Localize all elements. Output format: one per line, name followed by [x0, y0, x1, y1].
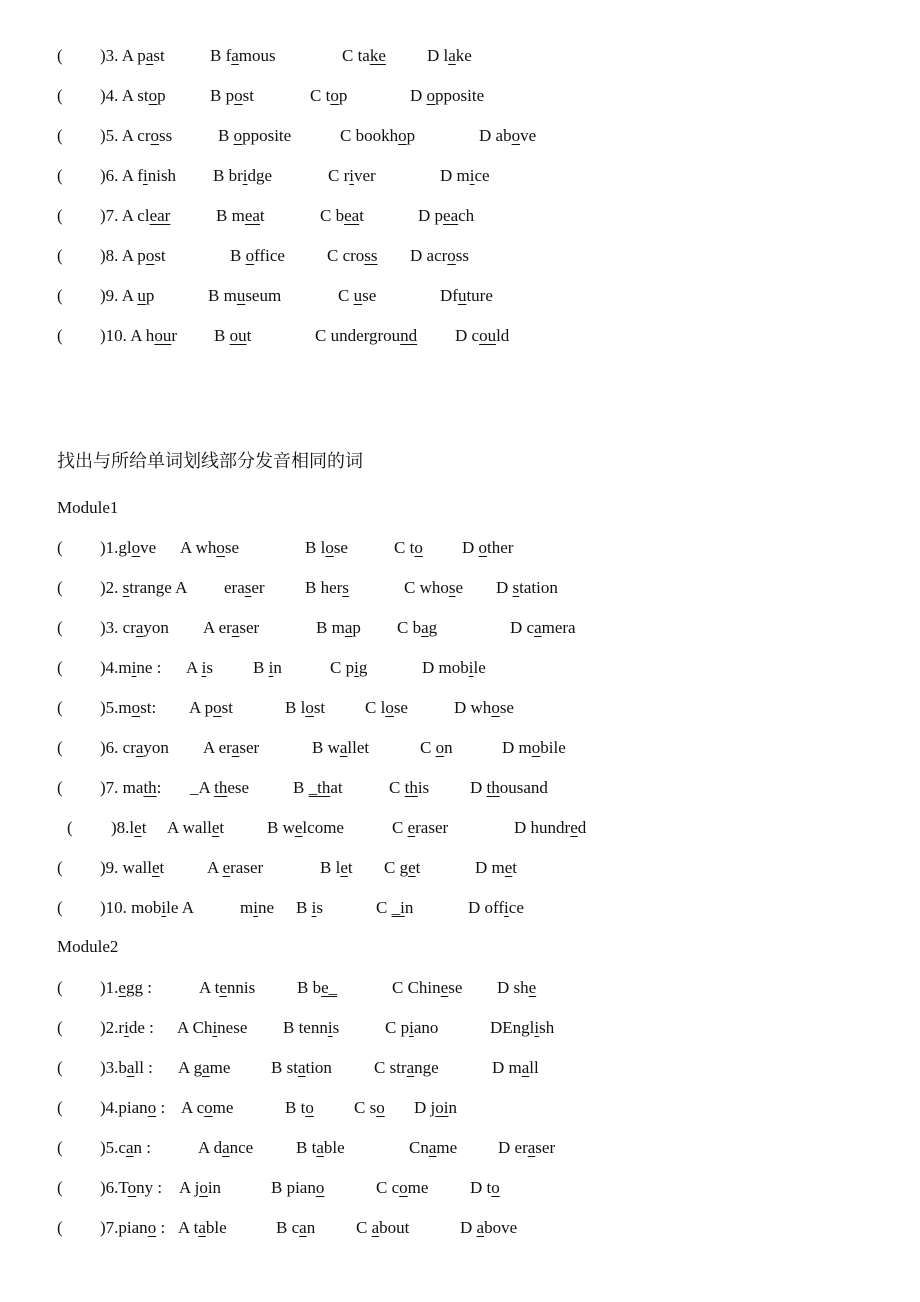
underlined-part: o	[385, 698, 394, 717]
answer-bracket: (	[57, 286, 63, 305]
underlined-part: e	[408, 858, 416, 877]
underlined-part: s	[448, 578, 456, 597]
underlined-part: a	[371, 1218, 380, 1237]
option-1: A is	[186, 658, 213, 677]
option-0: )7. A clear	[100, 206, 171, 225]
option-2: C bookhop	[340, 126, 416, 145]
underlined-part: o	[531, 738, 541, 757]
option-2: B to	[285, 1098, 314, 1117]
option-4: D hundred	[514, 818, 587, 837]
underlined-part: i	[253, 898, 258, 917]
underlined-part: o	[398, 126, 407, 145]
underlined-part: i	[311, 898, 317, 917]
underlined-part: o	[245, 246, 255, 265]
given-word: )4.piano :	[100, 1098, 166, 1117]
option-2: B welcome	[267, 818, 344, 837]
underlined-part: i	[212, 1018, 218, 1037]
option-2: B in	[253, 658, 282, 677]
underlined-part: o	[213, 698, 222, 717]
underlined-part: o	[491, 698, 500, 717]
option-2: B wallet	[312, 738, 370, 757]
option-3: D above	[479, 126, 537, 145]
underlined-part: o	[435, 738, 445, 757]
underlined-part: o	[315, 1178, 325, 1197]
option-2: C cross	[327, 246, 378, 265]
underlined-part: i	[469, 166, 475, 185]
option-2: C beat	[320, 206, 364, 225]
option-4: D eraser	[498, 1138, 556, 1157]
option-4: D thousand	[470, 778, 548, 797]
option-4: D met	[475, 858, 518, 877]
option-1: A join	[179, 1178, 222, 1197]
answer-bracket: (	[57, 1138, 63, 1157]
underlined-part: th	[214, 778, 228, 797]
underlined-part: s	[122, 578, 130, 597]
option-3: Dfuture	[440, 286, 493, 305]
option-3: C get	[384, 858, 421, 877]
underlined-part: o	[234, 86, 243, 105]
underlined-part: s	[342, 578, 349, 597]
option-2: B hers	[305, 578, 349, 597]
underlined-part: th	[404, 778, 418, 797]
underlined-part: o	[325, 538, 334, 557]
underlined-part: e	[570, 818, 578, 837]
underlined-part: ss	[364, 246, 378, 265]
given-word: )9. wallet	[100, 858, 165, 877]
answer-bracket: (	[57, 658, 63, 677]
option-3: D peach	[418, 206, 475, 225]
underlined-part: th	[143, 778, 157, 797]
underlined-part: th	[486, 778, 500, 797]
underlined-part: o	[305, 698, 314, 717]
given-word: )2.ride :	[100, 1018, 154, 1037]
option-3: C come	[376, 1178, 429, 1197]
option-2: B station	[271, 1058, 332, 1077]
option-3: C about	[356, 1218, 410, 1237]
option-1: eraser	[224, 578, 265, 597]
option-3: D across	[410, 246, 470, 265]
option-1: A whose	[180, 538, 240, 557]
underlined-part: ou	[229, 326, 247, 345]
option-3: C lose	[365, 698, 408, 717]
underlined-part: a	[222, 1138, 230, 1157]
underlined-part: oi	[435, 1098, 449, 1117]
given-word: )1.egg :	[100, 978, 152, 997]
underlined-part: a	[406, 1058, 415, 1077]
option-3: D mice	[440, 166, 490, 185]
option-2: B lose	[305, 538, 348, 557]
option-1: B meat	[216, 206, 265, 225]
option-4: D mall	[492, 1058, 539, 1077]
option-3: C on	[420, 738, 453, 757]
underlined-part: e	[407, 818, 416, 837]
underlined-part: i	[242, 166, 248, 185]
answer-bracket: (	[57, 326, 63, 345]
underlined-part: e	[294, 818, 303, 837]
option-4: D mobile	[502, 738, 566, 757]
underlined-part: a	[198, 1218, 206, 1237]
underlined-part: a	[202, 1058, 210, 1077]
underlined-part: a	[476, 1218, 485, 1237]
underlined-part: u	[137, 286, 146, 305]
underlined-part: o	[330, 86, 339, 105]
option-1: B museum	[208, 286, 282, 305]
underlined-part: e	[219, 978, 227, 997]
underlined-part: a	[231, 46, 239, 65]
option-3: C to	[394, 538, 423, 557]
underlined-part: a	[527, 1138, 536, 1157]
underlined-part: e	[340, 858, 348, 877]
option-4: D join	[414, 1098, 457, 1117]
underlined-part: e	[151, 858, 160, 877]
given-word: )2. strange A	[100, 578, 188, 597]
answer-bracket: (	[57, 778, 63, 797]
option-0: )10. A hour	[100, 326, 177, 345]
underlined-part: e	[211, 818, 220, 837]
underlined-part: o	[148, 86, 158, 105]
answer-bracket: (	[57, 1058, 63, 1077]
underlined-part: o	[447, 246, 456, 265]
underlined-part: i	[142, 166, 148, 185]
option-1: A eraser	[203, 618, 260, 637]
underlined-part: a	[521, 1058, 530, 1077]
underlined-part: i	[504, 898, 509, 917]
option-1: A post	[189, 698, 233, 717]
underlined-part: nd	[400, 326, 418, 345]
option-4: D to	[470, 1178, 500, 1197]
option-3: C piano	[385, 1018, 439, 1037]
underlined-part: o	[426, 86, 436, 105]
module1-label: Module1	[57, 498, 119, 517]
option-1: B bridge	[213, 166, 273, 185]
option-3: C eraser	[392, 818, 449, 837]
underlined-part: o	[491, 1178, 500, 1197]
underlined-part: ea	[244, 206, 260, 225]
answer-bracket: (	[57, 126, 63, 145]
option-3: D could	[455, 326, 510, 345]
answer-bracket: (	[57, 978, 63, 997]
answer-bracket: (	[57, 1178, 63, 1197]
option-0: )4. A stop	[100, 86, 166, 105]
underlined-part: a	[126, 1058, 135, 1077]
given-word: )3.ball :	[100, 1058, 153, 1077]
option-2: C top	[310, 86, 348, 105]
answer-bracket: (	[57, 578, 63, 597]
underlined-part: a	[231, 738, 240, 757]
underlined-part: o	[414, 538, 423, 557]
option-3: C whose	[404, 578, 464, 597]
option-2: B piano	[271, 1178, 325, 1197]
underlined-part: ea	[443, 206, 459, 225]
given-word: )6.Tony :	[100, 1178, 163, 1197]
underlined-part: u	[236, 286, 246, 305]
answer-bracket: (	[57, 538, 63, 557]
option-2: B _that	[293, 778, 343, 797]
option-1: A tennis	[199, 978, 256, 997]
underlined-part: a	[344, 618, 353, 637]
underlined-part: o	[511, 126, 521, 145]
given-word: )7. math:	[100, 778, 162, 797]
option-2: B table	[296, 1138, 345, 1157]
option-4: D whose	[454, 698, 514, 717]
option-2: C river	[328, 166, 376, 185]
option-1: A eraser	[207, 858, 264, 877]
option-1: A dance	[198, 1138, 254, 1157]
answer-bracket: (	[57, 618, 63, 637]
underlined-part: a	[299, 1218, 307, 1237]
option-4: D she	[497, 978, 537, 997]
option-2: B lost	[285, 698, 326, 717]
underlined-part: a	[534, 618, 542, 637]
underlined-part: ea	[344, 206, 360, 225]
underlined-part: u	[353, 286, 363, 305]
option-0: )8. A post	[100, 246, 166, 265]
underlined-part: a	[135, 618, 144, 637]
answer-bracket: (	[57, 86, 63, 105]
answer-bracket: (	[57, 246, 63, 265]
option-3: C strange	[374, 1058, 439, 1077]
underlined-part: a	[339, 738, 348, 757]
option-4: D station	[496, 578, 558, 597]
option-3: C this	[389, 778, 430, 797]
module2-label: Module2	[57, 937, 119, 956]
underlined-part: e	[504, 858, 513, 877]
underlined-part: i	[201, 658, 207, 677]
option-4: D office	[468, 898, 524, 917]
answer-bracket: (	[57, 166, 63, 185]
underlined-part: i	[349, 166, 354, 185]
option-4: D other	[462, 538, 514, 557]
underlined-part: a	[428, 1138, 437, 1157]
answer-bracket: (	[57, 898, 63, 917]
option-2: B tennis	[283, 1018, 340, 1037]
underlined-part: a	[421, 618, 429, 637]
option-1: B opposite	[218, 126, 292, 145]
option-1: B post	[210, 86, 254, 105]
underlined-part: i	[124, 1018, 129, 1037]
underlined-part: o	[478, 538, 488, 557]
option-2: C use	[338, 286, 377, 305]
underlined-part: a	[125, 1138, 134, 1157]
option-0: )5. A cross	[100, 126, 173, 145]
underlined-part: i	[534, 1018, 540, 1037]
option-3: C _in	[376, 898, 414, 917]
underlined-part: o	[204, 1098, 213, 1117]
underlined-part: i	[468, 658, 474, 677]
underlined-part: a	[145, 46, 154, 65]
option-2: C underground	[315, 326, 418, 345]
underlined-part: o	[131, 698, 141, 717]
option-1: A game	[178, 1058, 231, 1077]
option-3: D lake	[427, 46, 472, 65]
option-4: D camera	[510, 618, 576, 637]
answer-bracket: (	[57, 858, 63, 877]
underlined-part: o	[147, 1098, 157, 1117]
option-2: B let	[320, 858, 353, 877]
answer-bracket: (	[57, 1098, 63, 1117]
underlined-part: o	[150, 126, 160, 145]
underlined-part: o	[127, 1178, 137, 1197]
underlined-part: ou	[479, 326, 497, 345]
option-1: B famous	[210, 46, 276, 65]
underlined-part: a	[135, 738, 144, 757]
underlined-part: e	[440, 978, 449, 997]
given-word: )5.can :	[100, 1138, 151, 1157]
answer-bracket: (	[57, 46, 63, 65]
option-3: C so	[354, 1098, 385, 1117]
underlined-part: ke	[369, 46, 386, 65]
given-word: )5.most:	[100, 698, 157, 717]
given-word: )4.mine :	[100, 658, 162, 677]
option-4: DEnglish	[490, 1018, 555, 1037]
option-2: B be_	[297, 978, 338, 997]
answer-bracket: (	[57, 1218, 63, 1237]
answer-bracket: (	[57, 738, 63, 757]
option-4: D above	[460, 1218, 518, 1237]
given-word: )8.let	[111, 818, 147, 837]
answer-bracket: (	[57, 1018, 63, 1037]
underlined-part: a	[316, 1138, 324, 1157]
given-word: )1.glove	[100, 538, 157, 557]
option-1: B out	[214, 326, 252, 345]
underlined-part: o	[216, 538, 225, 557]
option-3: C bag	[397, 618, 438, 637]
underlined-part: i	[131, 658, 137, 677]
given-word: )7.piano :	[100, 1218, 166, 1237]
answer-bracket: (	[57, 698, 63, 717]
underlined-part: ear	[149, 206, 171, 225]
underlined-part: e	[134, 818, 142, 837]
underlined-part: s	[512, 578, 520, 597]
option-2: C take	[342, 46, 386, 65]
underlined-part: e	[222, 858, 231, 877]
underlined-part: o	[131, 538, 141, 557]
option-1: _A these	[190, 778, 250, 797]
underlined-part: u	[457, 286, 467, 305]
underlined-part: o	[233, 126, 243, 145]
underlined-part: i	[327, 1018, 333, 1037]
underlined-part: o	[376, 1098, 385, 1117]
option-2: B is	[296, 898, 323, 917]
given-word: )6. crayon	[100, 738, 169, 757]
section-heading: 找出与所给单词划线部分发音相同的词	[57, 451, 363, 472]
underlined-part: i	[161, 898, 167, 917]
underlined-part: _th	[308, 778, 331, 797]
option-3: C pig	[330, 658, 368, 677]
option-1: B office	[230, 246, 285, 265]
underlined-part: a	[448, 46, 456, 65]
answer-bracket: (	[67, 818, 73, 837]
underlined-part: ou	[154, 326, 172, 345]
underlined-part: s	[244, 578, 252, 597]
given-word: )10. mobile A	[100, 898, 194, 917]
underlined-part: e	[528, 978, 537, 997]
underlined-part: o	[199, 1178, 208, 1197]
underlined-part: o	[399, 1178, 408, 1197]
option-1: A table	[178, 1218, 227, 1237]
underlined-part: i	[354, 658, 359, 677]
underlined-part: o	[145, 246, 155, 265]
option-0: )6. A finish	[100, 166, 177, 185]
underlined-part: i	[409, 1018, 414, 1037]
option-1: A eraser	[203, 738, 260, 757]
underlined-part: _i	[391, 898, 405, 917]
option-2: B can	[276, 1218, 316, 1237]
option-4: D mobile	[422, 658, 486, 677]
underlined-part: i	[268, 658, 274, 677]
option-3: C Chinese	[392, 978, 463, 997]
option-1: A wallet	[167, 818, 225, 837]
underlined-part: a	[231, 618, 240, 637]
option-2: B map	[316, 618, 361, 637]
option-1: A Chinese	[177, 1018, 248, 1037]
option-3: D opposite	[410, 86, 485, 105]
underlined-part: e_	[321, 978, 338, 997]
given-word: )3. crayon	[100, 618, 169, 637]
option-1: mine	[240, 898, 275, 917]
underlined-part: o	[305, 1098, 314, 1117]
underlined-part: a	[297, 1058, 306, 1077]
option-1: A come	[181, 1098, 234, 1117]
option-0: )3. A past	[100, 46, 165, 65]
option-3: Cname	[409, 1138, 458, 1157]
answer-bracket: (	[57, 206, 63, 225]
underlined-part: o	[147, 1218, 157, 1237]
option-0: )9. A up	[100, 286, 155, 305]
underlined-part: e	[118, 978, 126, 997]
